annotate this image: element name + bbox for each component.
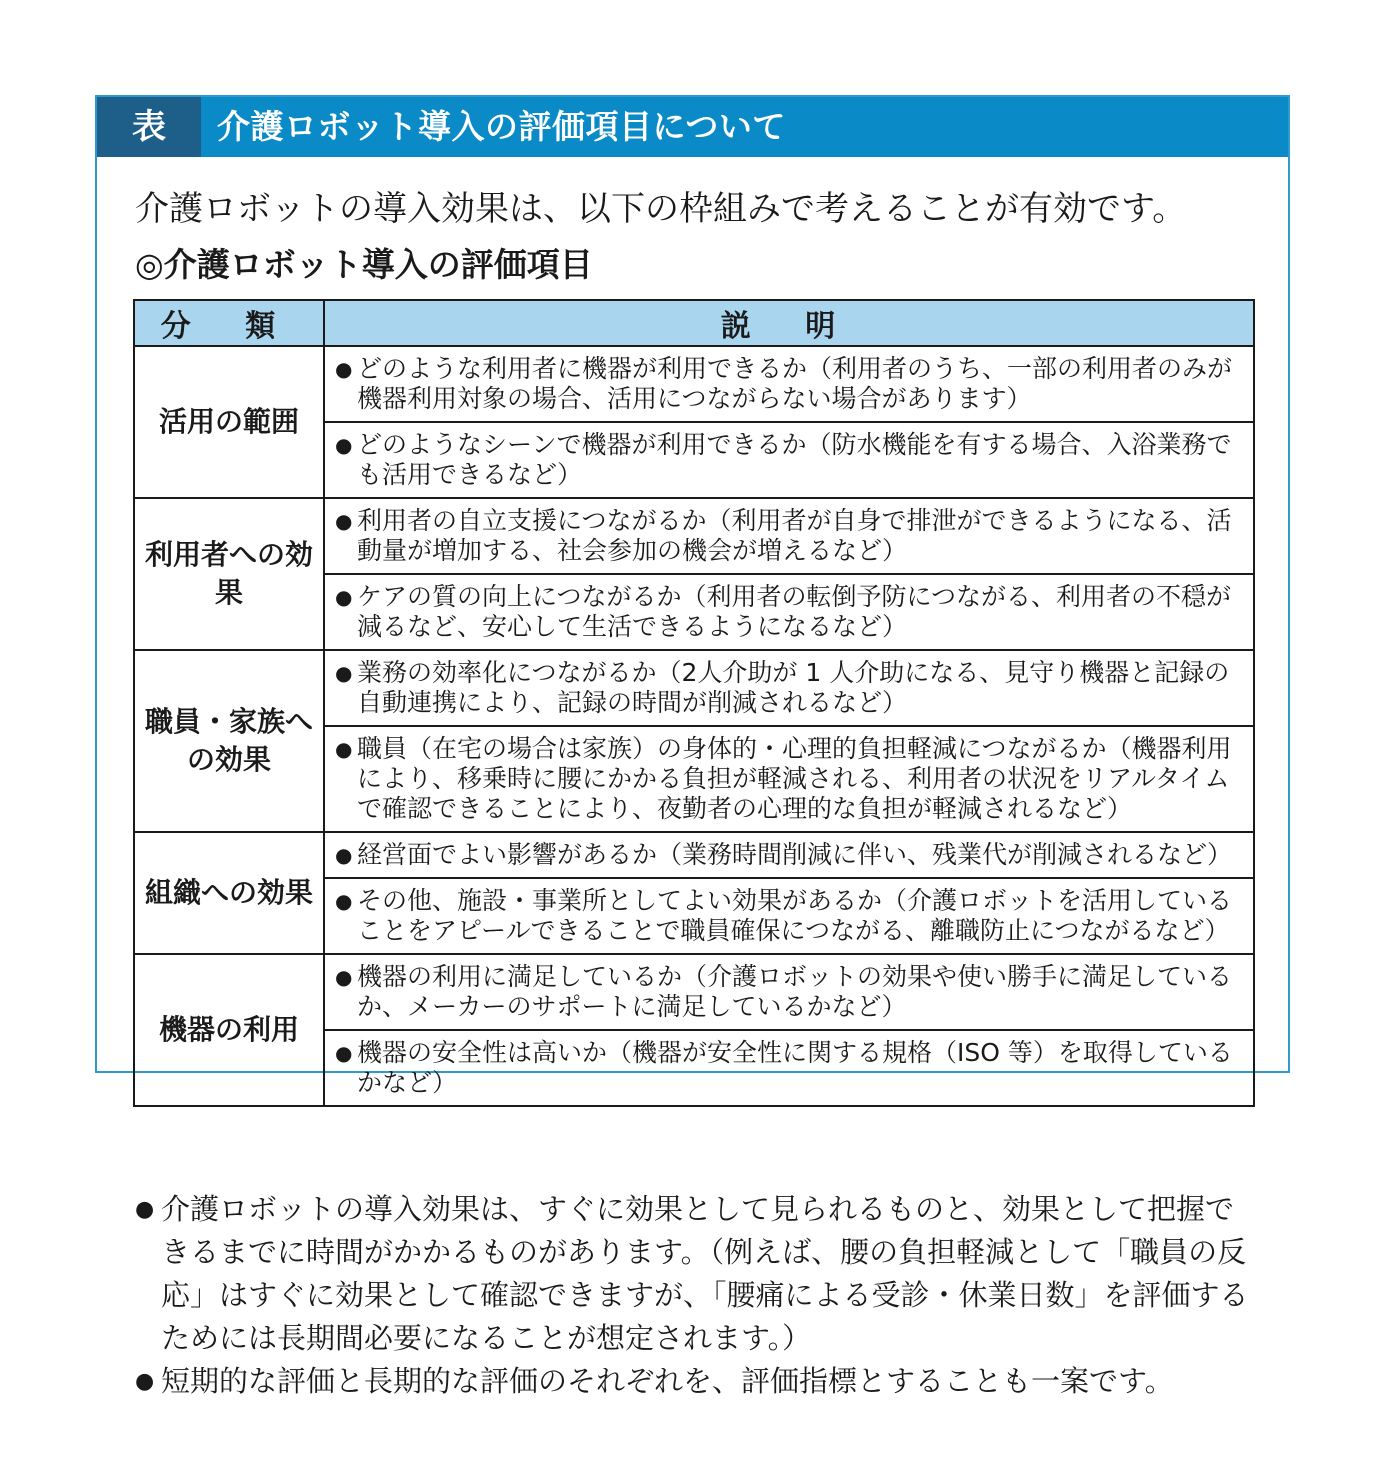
bullet-icon: ● xyxy=(135,1197,155,1222)
column-header-category: 分 類 xyxy=(134,300,324,346)
description-cell xyxy=(324,1030,1254,1106)
description-text: ケアの質の向上につながるか（利用者の転倒予防につながる、利用者の不穏が減るなど、安心して生活できるようになるなど） xyxy=(357,582,1232,641)
info-box xyxy=(95,95,1290,1097)
description-text: その他、施設・事業所としてよい効果があるか（介護ロボットを活用していることをアピールできることで職員確保につながる、離職防止につながるなど） xyxy=(357,886,1233,945)
category-cell: 活用の範囲 xyxy=(134,346,324,498)
bullet-icon: ● xyxy=(335,661,353,685)
description-text: 経営面でよい影響があるか（業務時間削減に伴い、残業代が削減されるなど） xyxy=(357,840,1233,869)
table-row xyxy=(134,954,1254,1030)
category-cell: 組織への効果 xyxy=(134,832,324,954)
description-cell xyxy=(324,726,1254,832)
sub-heading: ◎介護ロボット導入の評価項目 xyxy=(135,245,593,284)
description-cell xyxy=(324,498,1254,574)
bullet-icon: ● xyxy=(335,357,353,381)
note-text: 介護ロボットの導入効果は、すぐに効果として見られるものと、効果として把握できるまでに時間がかかるものがあります。（例えば、腰の負担軽減として「職員の反応」はすぐに効果として確認できますが、「腰痛による受診・休業日数」を評価するためには長期間必要になることが想定されます。） xyxy=(161,1192,1249,1355)
category-cell: 機器の利用 xyxy=(134,954,324,1106)
category-cell: 利用者への効果 xyxy=(134,498,324,650)
description-text: 機器の安全性は高いか（機器が安全性に関する規格（ISO 等）を取得しているかなど） xyxy=(357,1038,1233,1097)
description-text: どのようなシーンで機器が利用できるか（防水機能を有する場合、入浴業務でも活用できるなど） xyxy=(357,430,1232,489)
description-text: 利用者の自立支援につながるか（利用者が自身で排泄ができるようになる、活動量が増加する、社会参加の機会が増えるなど） xyxy=(357,506,1232,565)
description-cell xyxy=(324,346,1254,422)
description-cell xyxy=(324,574,1254,650)
bullet-icon: ● xyxy=(335,509,353,533)
description-cell xyxy=(324,878,1254,954)
bullet-icon: ● xyxy=(335,1041,353,1065)
description-cell xyxy=(324,832,1254,878)
column-header-description: 説 明 xyxy=(324,300,1254,346)
category-cell: 職員・家族への効果 xyxy=(134,650,324,832)
header-tag: 表 xyxy=(97,97,201,157)
note-item xyxy=(135,1360,1255,1403)
evaluation-table xyxy=(133,299,1255,1107)
bullet-icon: ● xyxy=(335,433,353,457)
bullet-icon: ● xyxy=(335,889,353,913)
description-cell xyxy=(324,422,1254,498)
bullet-icon: ● xyxy=(335,843,353,867)
description-cell xyxy=(324,650,1254,726)
description-text: 機器の利用に満足しているか（介護ロボットの効果や使い勝手に満足しているか、メーカーのサポートに満足しているかなど） xyxy=(357,962,1233,1021)
bullet-icon: ● xyxy=(135,1369,155,1394)
table-header-row xyxy=(134,300,1254,346)
table-row xyxy=(134,832,1254,878)
description-text: 業務の効率化につながるか（2人介助が 1 人介助になる、見守り機器と記録の自動連携により、記録の時間が削減されるなど） xyxy=(357,658,1230,717)
table-row xyxy=(134,498,1254,574)
intro-text: 介護ロボットの導入効果は、以下の枠組みで考えることが有効です。 xyxy=(135,189,1187,229)
note-item xyxy=(135,1188,1255,1360)
notes-list xyxy=(135,1188,1255,1403)
header-title: 介護ロボット導入の評価項目について xyxy=(217,107,786,146)
description-text: どのような利用者に機器が利用できるか（利用者のうち、一部の利用者のみが機器利用対象の場合、活用につながらない場合があります） xyxy=(357,354,1233,413)
bullet-icon: ● xyxy=(335,737,353,761)
table-row xyxy=(134,650,1254,726)
header-bar xyxy=(97,97,1288,157)
description-cell xyxy=(324,954,1254,1030)
description-text: 職員（在宅の場合は家族）の身体的・心理的負担軽減につながるか（機器利用により、移乗時に腰にかかる負担が軽減される、利用者の状況をリアルタイムで確認できることにより、夜勤者の心理的な負担が軽減されるなど） xyxy=(357,734,1232,823)
bullet-icon: ● xyxy=(335,585,353,609)
note-text: 短期的な評価と長期的な評価のそれぞれを、評価指標とすることも一案です。 xyxy=(161,1364,1174,1398)
table-row xyxy=(134,346,1254,422)
bullet-icon: ● xyxy=(335,965,353,989)
